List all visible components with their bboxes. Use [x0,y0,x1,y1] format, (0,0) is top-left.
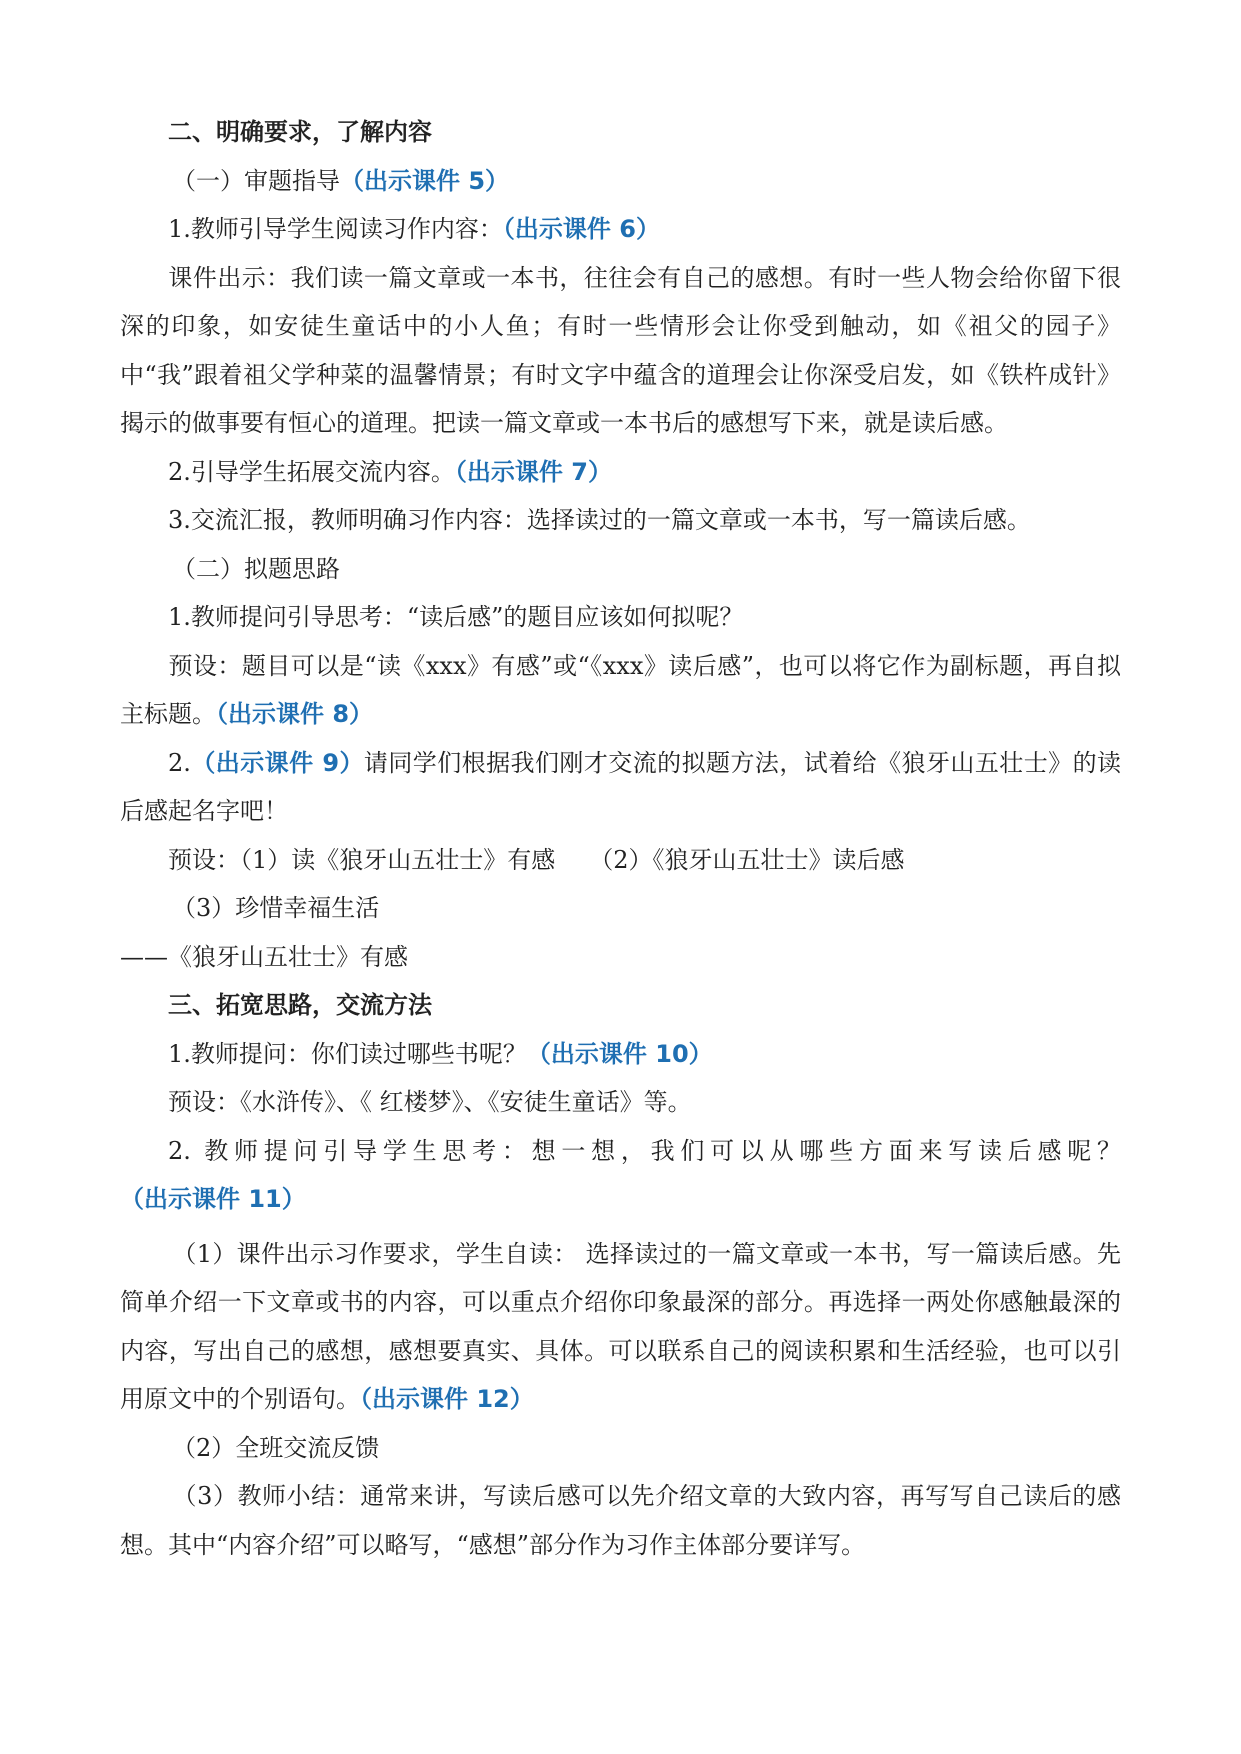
paragraph [120,1472,1121,1569]
preset-line: 预设：《水浒传》、《 红楼梦》、《安徒生童话》等。 [168,1088,692,1116]
paragraph-text: 2. 教师提问引导学生思考：想一想，我们可以从哪些方面来写读后感呢？ [168,1136,1121,1165]
courseware-ref: （出示课件 6） [502,215,660,243]
paragraph-text: 1.教师引导学生阅读习作内容： [168,215,503,243]
preset-option-b: （2）《狼牙山五壮士》读后感 [589,845,905,874]
courseware-paragraph [120,254,1121,448]
courseware-ref: （出示课件 12） [360,1385,534,1413]
preset-line [120,836,1121,885]
section-heading: 二、明确要求，了解内容 [168,118,432,146]
paragraph-text: （3）教师小结：通常来讲，写读后感可以先介绍文章的大致内容，再写写自己读后的感想。其中“内容介绍”可以略写，“感想”部分作为习作主体部分要详写。 [120,1482,1121,1559]
paragraph-text: 预设：题目可以是“读《xxx》有感”或“《xxx》读后感”，也可以将它作为副标题，再自拟主标题。 [120,651,1121,728]
courseware-ref: （出示课件 8） [216,700,374,728]
preset-line: （3）珍惜幸福生活 [172,894,380,922]
paragraph-text: 1.教师提问：你们读过哪些书呢？ [168,1039,527,1068]
paragraph [120,448,1121,497]
paragraph-text: 2.引导学生拓展交流内容。 [168,457,455,486]
paragraph [120,1127,1121,1224]
section-heading: 三、拓宽思路，交流方法 [168,991,432,1019]
paragraph [120,1230,1121,1424]
paragraph: （2）全班交流反馈 [172,1433,380,1462]
paragraph [120,739,1121,836]
courseware-ref: （出示课件 10） [526,1039,713,1068]
paragraph [120,205,1121,254]
paragraph [120,1030,1121,1079]
paragraph: 3.交流汇报，教师明确习作内容：选择读过的一篇文章或一本书，写一篇读后感。 [168,506,1031,534]
courseware-ref: （出示课件 5） [340,166,510,195]
preset-line: ——《狼牙山五壮士》有感 [120,942,408,971]
paragraph-number: 2. [168,748,191,777]
preset-option-a: 预设：（1）读《狼牙山五壮士》有感 [168,845,556,874]
subsection-title: （二）拟题思路 [172,554,340,583]
paragraph-text: （1）课件出示习作要求，学生自读： 选择读过的一篇文章或一本书，写一篇读后感。先简单介绍一下文章或书的内容，可以重点介绍你印象最深的部分。再选择一两处你感触最深的内容，写出自己的感想，感想要真实、具体。可以联系自己的阅读积累和生活经验，也可以引用原文中的个别语句。 [120,1239,1121,1413]
paragraph-text: 课件出示：我们读一篇文章或一本书，往往会有自己的感想。有时一些人物会给你留下很深的印象，如安徒生童话中的小人鱼；有时一些情形会让你受到触动，如《祖父的园子》中“我”跟着祖父学种菜的温馨情景；有时文字中蕴含的道理会让你深受启发，如《铁杵成针》揭示的做事要有恒心的道理。把读一篇文章或一本书后的感想写下来，就是读后感。 [120,263,1121,437]
subsection-title [120,157,1121,206]
paragraph: 1.教师提问引导思考：“读后感”的题目应该如何拟呢？ [168,603,744,631]
courseware-ref: （出示课件 11） [120,1185,306,1213]
courseware-ref: （出示课件 9） [190,748,364,777]
paragraph-text: 请同学们根据我们刚才交流的拟题方法，试着给《狼牙山五壮士》的读后感起名字吧！ [120,748,1122,825]
courseware-ref: （出示课件 7） [454,457,612,486]
preset-paragraph [120,642,1121,739]
subsection-text: （一）审题指导 [172,166,340,195]
